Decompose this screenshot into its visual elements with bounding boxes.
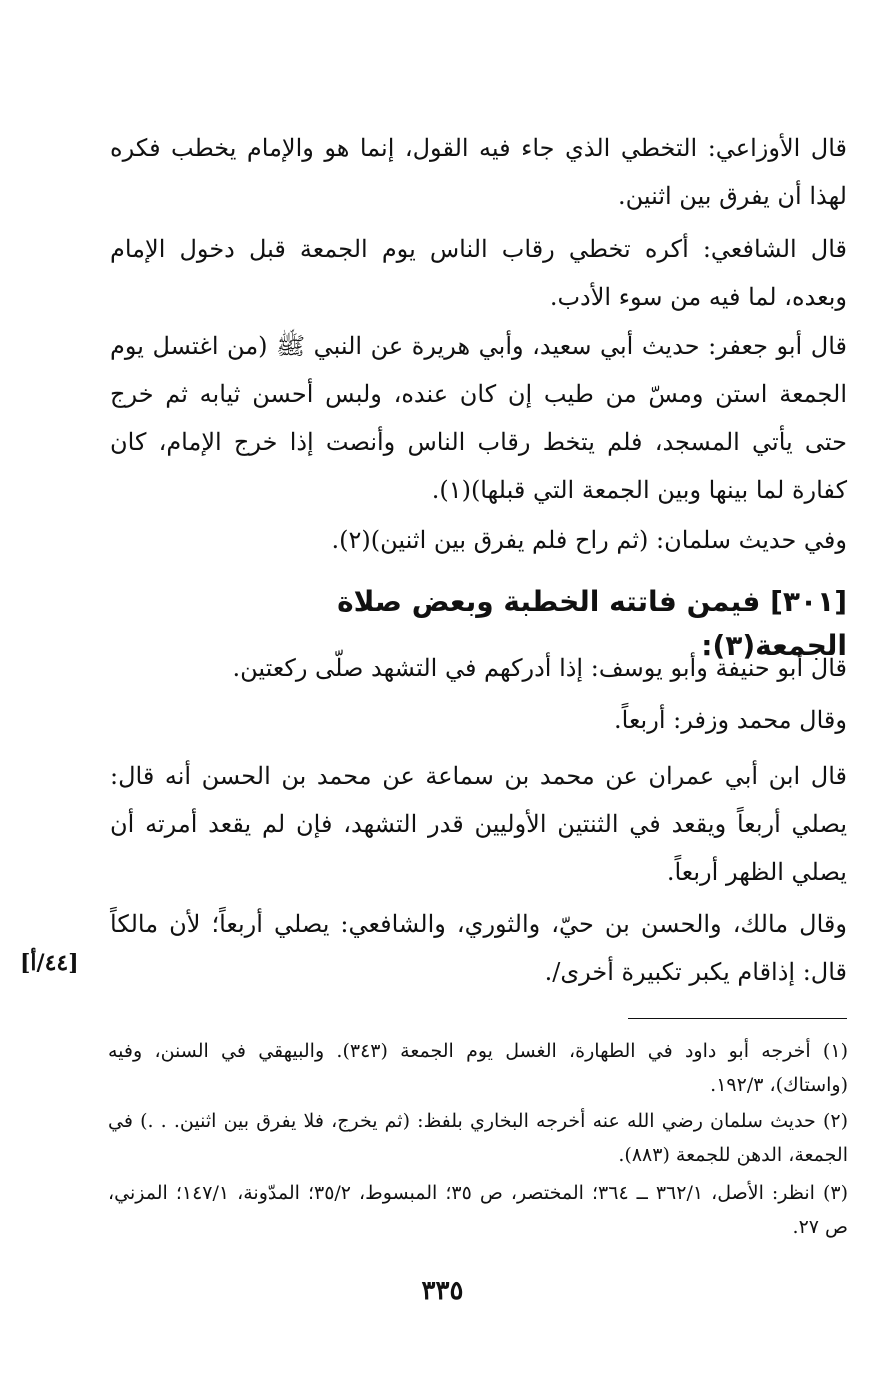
paragraph-awzai: قال الأوزاعي: التخطي الذي جاء فيه القول، إنما هو والإمام يخطب فكره لهذا أن يفرق بين اثنين.: [110, 134, 847, 210]
footnote-3: (٣) انظر: الأصل، ٣٦٢/١ ــ ٣٦٤؛ المختصر، ص ٣٥؛ المبسوط، ٣٥/٢؛ المدّونة، ١٤٧/١؛ المزني، ص ٢٧.: [108, 1182, 849, 1238]
section-heading: [٣٠١] فيمن فاتته الخطبة وبعض صلاة الجمعة(٣):: [337, 585, 847, 662]
margin-folio-note: [٤٤/أ]: [20, 950, 79, 976]
footnote-separator: [628, 1018, 847, 1019]
footnote-1: (١) أخرجه أبو داود في الطهارة، الغسل يوم الجمعة (٣٤٣). والبيهقي في السنن، وفيه (واستاك)، ١٩٢/٣.: [108, 1040, 848, 1096]
footnote-2: (٢) حديث سلمان رضي الله عنه أخرجه البخاري بلفظ: (ثم يخرج، فلا يفرق بين اثنين. . .) في الجمعة، الدهن للجمعة (٨٨٣).: [108, 1110, 848, 1166]
paragraph-ibn-abi-imran: قال ابن أبي عمران عن محمد بن سماعة عن محمد بن الحسن أنه قال: يصلي أربعاً ويقعد في الثنتين الأوليين قدر التشهد، فإن لم يقعد أمرته أن يصلي الظهر أربعاً.: [110, 762, 847, 886]
paragraph-shafii: قال الشافعي: أكره تخطي رقاب الناس يوم الجمعة قبل دخول الإمام وبعده، لما فيه من سوء الأدب.: [110, 235, 847, 311]
paragraph-muhammad-zufar: وقال محمد وزفر: أربعاً.: [614, 706, 847, 734]
paragraph-malik: وقال مالك، والحسن بن حيّ، والثوري، والشافعي: يصلي أربعاً؛ لأن مالكاً قال: إذاقام يكبر تكبيرة أخرى/.: [110, 910, 847, 986]
paragraph-abu-hanifa: قال أبو حنيفة وأبو يوسف: إذا أدركهم في التشهد صلّى ركعتين.: [232, 654, 847, 682]
page-number: ٣٣٥: [421, 1276, 464, 1306]
paragraph-abu-jafar: قال أبو جعفر: حديث أبي سعيد، وأبي هريرة عن النبي ﷺ (من اغتسل يوم الجمعة استن ومسّ من طيب إن كان عنده، ولبس أحسن ثيابه ثم خرج حتى يأتي المسجد، فلم يتخط رقاب الناس وأنصت إذا خرج الإمام، كان كفارة لما بينها وبين الجمعة التي قبلها)(١).: [110, 332, 847, 504]
paragraph-salman: وفي حديث سلمان: (ثم راح فلم يفرق بين اثنين)(٢).: [331, 526, 847, 554]
